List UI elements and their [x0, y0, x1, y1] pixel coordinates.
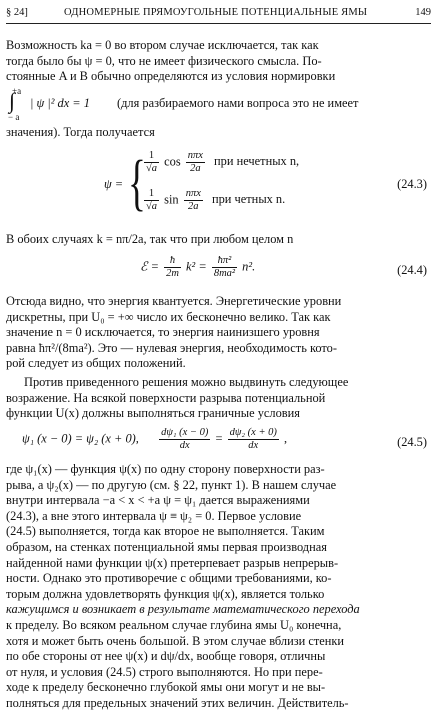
text-line: где ψ₁(x) — функция ψ(x) по одну сторону поверхности раз- — [6, 462, 325, 476]
text-line: (24.5) выполняется, тогда как второе не выполняется. Таким — [6, 524, 325, 539]
equation-24-3 — [0, 148, 437, 228]
text-line: равна ħπ²/(8ma²). Это — нулевая энергия, необходимость кото- — [6, 340, 337, 355]
equals-sign: = — [215, 431, 223, 446]
text-line: торым должна удовлетворять функция ψ(x), является только — [6, 586, 325, 601]
equation-number: (24.3) — [397, 177, 427, 191]
fraction: $\frac{\text{nπx}}{2a}$ — [185, 188, 201, 212]
continuity-condition: ψ₁ (x − 0) = ψ₂ (x + 0), — [22, 431, 139, 446]
text-line: ходе к пределу бесконечно глубокой ямы они могут и не вы- — [6, 680, 326, 695]
fraction: $\frac{1}{√a}$ — [146, 188, 158, 212]
text-line: возражение. На всякой поверхности разрыва потенциальной — [6, 390, 326, 405]
running-header — [6, 4, 431, 24]
text-line: к пределу. Во всяком реальном случае глубина ямы U₀ конечна, — [6, 617, 342, 632]
text-line: полняться для предельных значений этих величин. Действитель- — [6, 695, 349, 710]
comma: , — [284, 431, 288, 446]
fraction: $\frac{\text{dψ₂ (x + 0)}}{dx}$ — [229, 427, 277, 451]
text-line: Против приведенного решения можно выдвинуть следующее — [24, 375, 349, 389]
integral-sign: ∫ — [9, 88, 16, 113]
paragraph-2 — [6, 232, 426, 248]
integrand: | ψ |² dx = 1 — [30, 96, 90, 110]
text-line: внутри интервала −a < x < +a ψ = ψ₁ дается выражениями — [6, 493, 310, 508]
equation-number: (24.5) — [397, 435, 427, 449]
text-line: стоянные A и B обычно определяются из условия нормировки — [6, 69, 336, 84]
fraction: $\frac{\text{nπx}}{2a}$ — [187, 150, 203, 174]
equation-24-4 — [0, 252, 437, 286]
fraction: $\frac{\text{dψ₁ (x − 0)}}{dx}$ — [161, 427, 209, 451]
text-line: от нуля, и условия (24.5) строго выполняются. Но при пере- — [6, 664, 323, 679]
running-title: ОДНОМЕРНЫЕ ПРЯМОУГОЛЬНЫЕ ПОТЕНЦИАЛЬНЫЕ ЯМЫ — [64, 7, 368, 18]
paragraph-4 — [6, 375, 426, 422]
left-brace: { — [128, 149, 146, 217]
text-line: тогда было бы ψ = 0, что не имеет физического смысла. По- — [6, 53, 322, 68]
text-line: найденной нами функции ψ(x) претерпевает разрыв непрерыв- — [6, 555, 339, 570]
text-line: по обе стороны от нее ψ(x) и dψ/dx, вообще говоря, отличны — [6, 649, 326, 664]
paragraph-5 — [6, 462, 426, 712]
fraction: $\frac{ħ}{2m}$ — [166, 255, 179, 279]
equation-number: (24.4) — [397, 263, 427, 277]
text-line: В обоих случаях k = nπ/2a, так что при любом целом n — [6, 232, 294, 246]
fraction: $\frac{1}{√a}$ — [146, 150, 158, 174]
text-line: хотя и может быть очень большой. В этом случае вблизи стенки — [6, 633, 345, 648]
equation-24-5 — [0, 424, 437, 458]
text-line: Возможность ka = 0 во втором случае исключается, так как — [6, 38, 319, 52]
section-number: § 24] — [6, 7, 28, 18]
header-rule — [6, 23, 431, 24]
n-squared: n². — [242, 259, 256, 274]
energy-formula — [140, 255, 255, 280]
page-number: 149 — [415, 7, 431, 18]
text-line: значения). Тогда получается — [6, 125, 155, 139]
text-line: рыва, а ψ₂(x) — по другую (см. § 22, пункт 1). В нашем случае — [6, 477, 337, 492]
cos-fn: cos — [164, 154, 181, 169]
text-line: (24.3), а вне этого интервала ψ ≡ ψ₂ = 0. Первое условие — [6, 508, 302, 523]
text-line: образом, на стенках потенциальной ямы первая производная — [6, 539, 327, 554]
fraction: $\frac{\text{ħπ²}}{\text{8ma²}}$ — [213, 255, 236, 279]
condition-text: при нечетных n, — [214, 154, 300, 169]
intro-paragraph — [6, 38, 426, 85]
condition-text: при четных n. — [211, 192, 286, 207]
text-line: дискретны, при U₀ = +∞ число их бесконечно велико. Так как — [6, 309, 331, 324]
text-line: рой следует из общих положений. — [6, 356, 186, 371]
text-line: значение n = 0 исключается, то энергия наинизшего уровня — [6, 325, 320, 340]
text-line: ности. Однако это противоречие с общими требованиями, ко- — [6, 571, 332, 586]
intro2-paragraph — [6, 125, 426, 141]
eq-lhs: ψ = — [104, 177, 124, 191]
k-squared: k² = — [186, 259, 207, 274]
sin-fn: sin — [164, 192, 179, 207]
text-line: кажущимся и возникает в результате математического перехода — [6, 602, 360, 617]
boundary-conditions — [22, 427, 287, 452]
integral-upper-limit: +a — [12, 86, 22, 96]
energy-symbol: ℰ = — [140, 259, 159, 274]
integral-lower-limit: − a — [8, 112, 20, 122]
case-odd — [142, 150, 299, 175]
normalization-condition — [0, 86, 437, 122]
paragraph-3 — [6, 294, 426, 372]
normalization-comment: (для разбираемого нами вопроса это не имеет — [117, 96, 359, 110]
text-line: Отсюда видно, что энергия квантуется. Энергетические уровни — [6, 294, 342, 308]
text-line: функции U(x) должны выполняться граничные условия — [6, 406, 300, 421]
case-even — [142, 188, 285, 213]
